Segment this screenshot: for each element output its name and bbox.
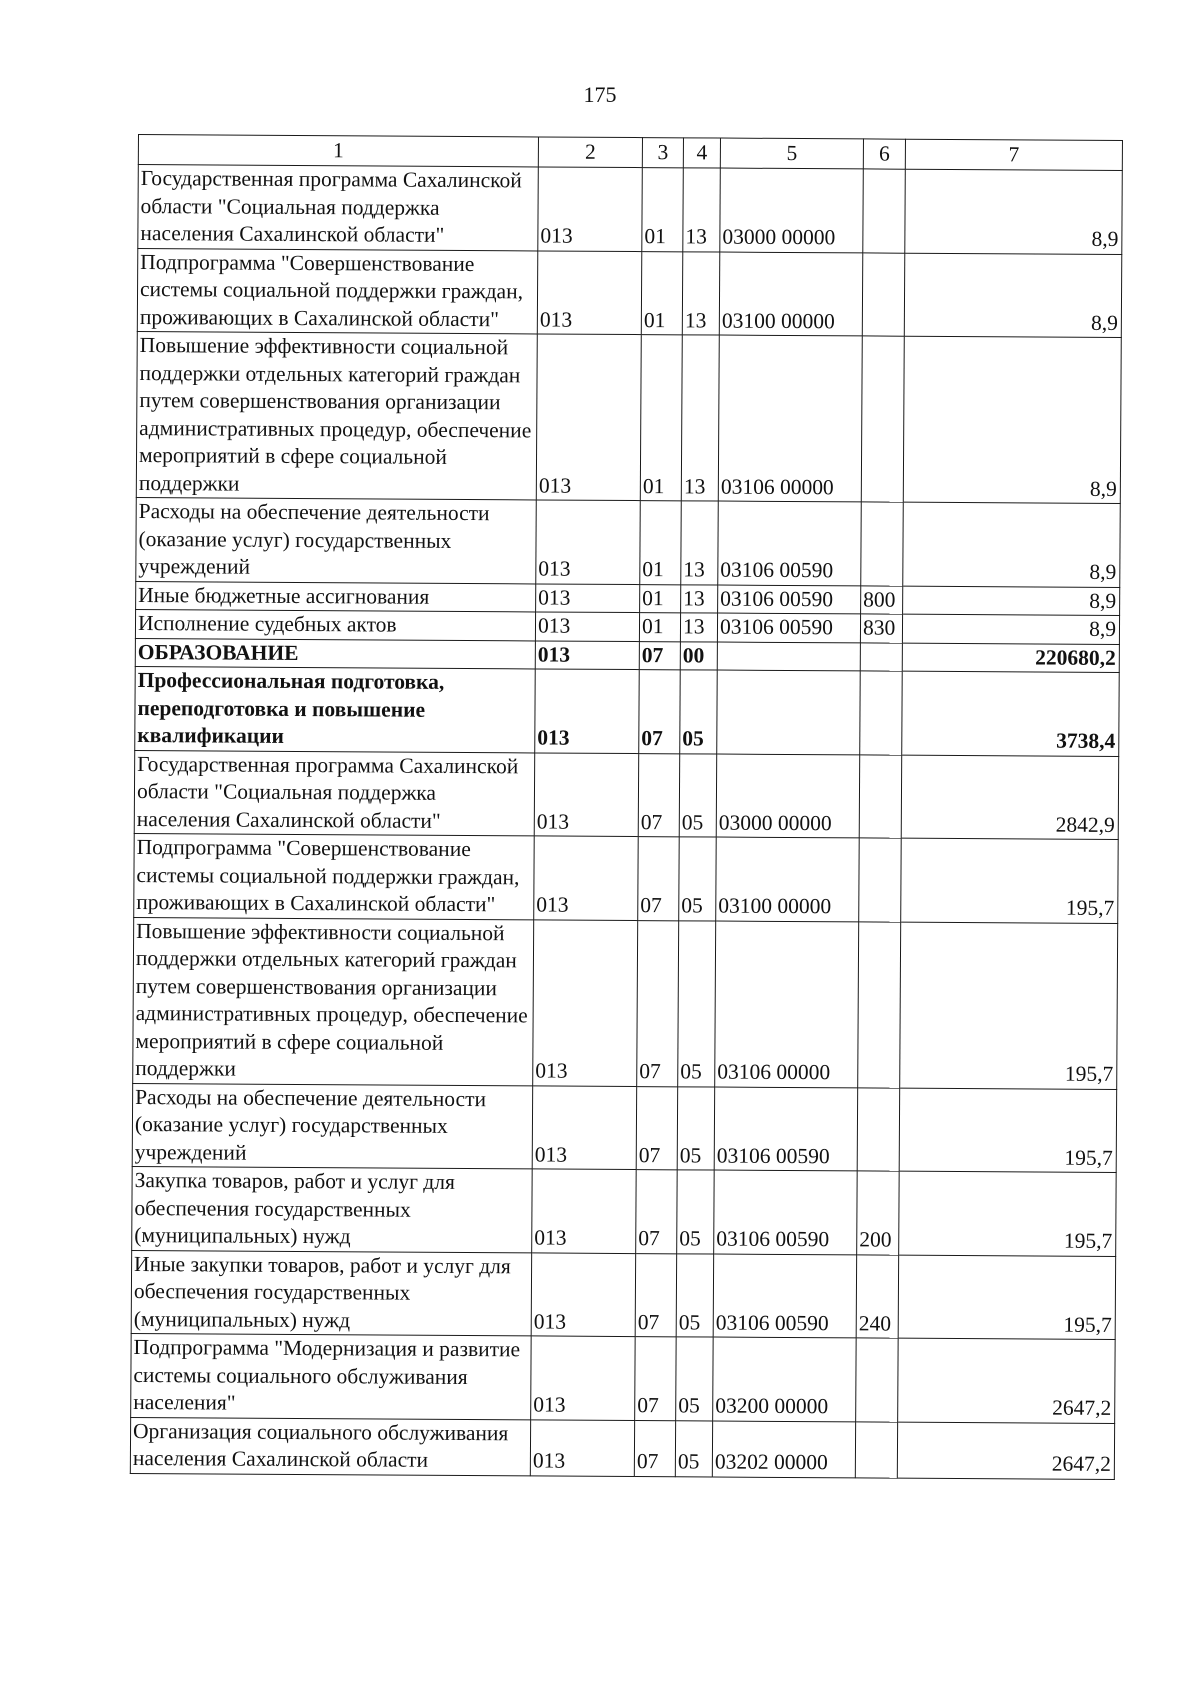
- row-col-6: 800: [861, 585, 903, 614]
- row-name: Подпрограмма "Модернизация и развитие системы социального обслуживания населения": [131, 1333, 532, 1419]
- row-col-5: 03100 00000: [719, 252, 863, 336]
- row-col-4: 05: [676, 1253, 714, 1337]
- row-col-6: 200: [857, 1171, 900, 1255]
- row-col-2: 013: [534, 752, 639, 836]
- row-name: Государственная программа Сахалинской области "Социальная поддержка населения Сахалинской области": [134, 750, 535, 836]
- row-col-5: 03100 00000: [716, 837, 860, 921]
- table-body: [130, 165, 1122, 1479]
- row-col-2: 013: [531, 1252, 636, 1336]
- row-col-3: 07: [635, 1337, 677, 1421]
- row-col-2: 013: [537, 250, 642, 334]
- row-col-4: 13: [681, 335, 719, 501]
- row-amount: 195,7: [898, 1255, 1116, 1340]
- row-col-5: 03106 00590: [718, 585, 861, 614]
- row-col-5: 03200 00000: [713, 1337, 857, 1421]
- row-name: Профессиональная подготовка, переподготовка и повышение квалификации: [135, 666, 536, 752]
- row-col-5: [717, 642, 860, 671]
- row-col-5: 03106 00590: [713, 1254, 857, 1338]
- row-col-6: [858, 921, 901, 1087]
- row-name: Повышение эффективности социальной поддержки отдельных категорий граждан путем совершенствования организации административных процедур, обеспечение мероприятий в сфере социальной поддержки: [136, 331, 537, 499]
- row-amount: 8,9: [903, 502, 1121, 587]
- row-col-5: 03106 00590: [714, 1087, 858, 1171]
- table-row: [134, 833, 1118, 923]
- budget-table: [130, 134, 1123, 1479]
- row-col-3: 01: [641, 251, 683, 335]
- row-amount: 2647,2: [897, 1422, 1114, 1479]
- row-col-2: 013: [532, 1169, 637, 1253]
- row-col-4: 05: [679, 753, 717, 837]
- row-col-6: [861, 502, 904, 586]
- row-col-4: 05: [677, 1086, 715, 1170]
- row-col-4: 13: [680, 613, 717, 642]
- row-col-2: 013: [534, 836, 639, 920]
- row-col-5: 03106 00000: [718, 335, 862, 502]
- row-col-6: [860, 642, 902, 671]
- row-amount: 8,9: [903, 586, 1120, 616]
- header-col-4: 4: [683, 138, 720, 168]
- row-col-2: 013: [536, 500, 641, 584]
- header-col-6: 6: [863, 139, 905, 169]
- row-col-4: 05: [677, 1170, 715, 1254]
- page-number: 175: [583, 82, 617, 107]
- row-col-4: 05: [676, 1337, 714, 1421]
- row-col-4: 05: [675, 1420, 712, 1476]
- row-col-3: 01: [640, 584, 681, 613]
- table-row: [131, 1333, 1115, 1423]
- row-col-3: 07: [636, 1086, 678, 1170]
- row-col-2: 013: [531, 1336, 636, 1420]
- row-col-4: 05: [679, 837, 717, 921]
- row-col-3: 07: [637, 920, 679, 1086]
- row-col-6: [861, 336, 904, 502]
- row-col-3: 07: [639, 641, 680, 670]
- row-amount: 195,7: [899, 1088, 1117, 1173]
- row-col-5: 03202 00000: [712, 1421, 855, 1478]
- row-amount: 195,7: [900, 922, 1118, 1089]
- row-col-5: 03106 00590: [718, 501, 862, 585]
- row-col-5: 03106 00590: [717, 613, 860, 642]
- row-col-6: [863, 169, 906, 253]
- row-col-6: [860, 671, 903, 755]
- row-col-6: [856, 1338, 899, 1422]
- row-amount: 195,7: [899, 1171, 1117, 1256]
- row-col-2: 013: [538, 167, 643, 251]
- row-name: ОБРАЗОВАНИЕ: [135, 638, 535, 669]
- row-name: Расходы на обеспечение деятельности (оказание услуг) государственных учреждений: [136, 497, 537, 583]
- row-amount: 8,9: [902, 614, 1119, 644]
- row-col-3: 07: [635, 1253, 677, 1337]
- row-col-6: [855, 1421, 897, 1477]
- header-col-5: 5: [720, 138, 863, 169]
- row-col-2: 013: [536, 583, 640, 612]
- row-col-2: 013: [535, 669, 640, 753]
- row-name: Организация социального обслуживания населения Сахалинской области: [130, 1417, 530, 1475]
- row-name: Закупка товаров, работ и услуг для обеспечения государственных (муниципальных) нужд: [132, 1166, 533, 1252]
- row-amount: 195,7: [901, 838, 1119, 923]
- table-row: [138, 165, 1122, 255]
- row-col-3: 01: [639, 613, 680, 642]
- row-col-6: [857, 1087, 900, 1171]
- row-name: Расходы на обеспечение деятельности (оказание услуг) государственных учреждений: [132, 1083, 533, 1169]
- header-col-7: 7: [905, 139, 1122, 170]
- row-col-4: 13: [681, 501, 719, 585]
- row-name: Исполнение судебных актов: [135, 609, 535, 640]
- row-col-4: 05: [678, 920, 716, 1086]
- row-col-3: 01: [640, 501, 682, 585]
- table-row: [132, 1083, 1116, 1173]
- table-row: [132, 1166, 1116, 1256]
- header-col-1: 1: [138, 135, 538, 167]
- table-row: [133, 917, 1118, 1089]
- row-col-3: 01: [642, 168, 684, 252]
- row-col-5: [717, 670, 861, 754]
- row-amount: 3738,4: [902, 671, 1120, 756]
- row-col-6: [862, 252, 905, 336]
- row-col-2: 013: [535, 640, 639, 669]
- row-col-6: 830: [860, 614, 902, 643]
- row-col-5: 03106 00590: [714, 1170, 858, 1254]
- header-col-2: 2: [538, 137, 642, 168]
- row-amount: 220680,2: [902, 643, 1119, 673]
- row-amount: 8,9: [903, 336, 1121, 503]
- row-col-3: 07: [638, 837, 680, 921]
- header-col-3: 3: [642, 138, 683, 168]
- row-col-6: [859, 754, 902, 838]
- row-col-4: 13: [683, 168, 721, 252]
- row-col-5: 03106 00000: [715, 921, 859, 1088]
- row-name: Подпрограмма "Совершенствование системы социальной поддержки граждан, проживающих в Сахалинской области": [137, 248, 538, 334]
- row-col-6: 240: [856, 1254, 899, 1338]
- row-name: Подпрограмма "Совершенствование системы социальной поддержки граждан, проживающих в Сахалинской области": [134, 833, 535, 919]
- table-row: [130, 1417, 1114, 1479]
- row-col-2: 013: [532, 1085, 637, 1169]
- row-col-2: 013: [535, 612, 639, 641]
- row-col-4: 13: [681, 584, 718, 613]
- row-name: Повышение эффективности социальной поддержки отдельных категорий граждан путем совершенствования организации административных процедур, обеспечение мероприятий в сфере социальной поддержки: [133, 917, 534, 1085]
- table-row: [137, 248, 1121, 338]
- row-col-5: 03000 00000: [716, 754, 860, 838]
- table-row: [135, 666, 1119, 756]
- row-col-2: 013: [536, 334, 641, 501]
- table-row: [136, 497, 1120, 587]
- row-col-3: 07: [634, 1420, 675, 1476]
- row-col-4: 13: [682, 251, 720, 335]
- row-col-4: 00: [680, 641, 717, 670]
- row-col-3: 07: [639, 670, 681, 754]
- row-name: Иные бюджетные ассигнования: [136, 581, 536, 612]
- row-amount: 8,9: [905, 169, 1123, 254]
- row-col-3: 01: [640, 335, 682, 501]
- row-col-2: 013: [533, 919, 638, 1086]
- row-amount: 2647,2: [898, 1338, 1116, 1423]
- row-col-2: 013: [530, 1419, 634, 1476]
- row-name: Иные закупки товаров, работ и услуг для обеспечения государственных (муниципальных) нужд: [131, 1250, 532, 1336]
- table-row: [134, 750, 1118, 840]
- table-row: [136, 331, 1121, 503]
- row-name: Государственная программа Сахалинской области "Социальная поддержка населения Сахалинской области": [138, 165, 539, 251]
- table-row: [131, 1250, 1115, 1340]
- row-col-6: [859, 838, 902, 922]
- row-col-4: 05: [680, 670, 718, 754]
- row-amount: 2842,9: [901, 755, 1119, 840]
- row-col-5: 03000 00000: [720, 168, 864, 252]
- row-amount: 8,9: [904, 253, 1122, 338]
- row-col-3: 07: [636, 1170, 678, 1254]
- row-col-3: 07: [638, 753, 680, 837]
